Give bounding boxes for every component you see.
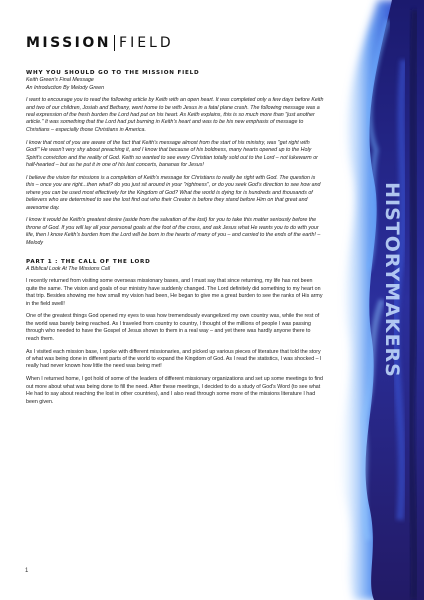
intro-subtitle-message: Keith Green's Final Message	[26, 77, 94, 84]
intro-paragraph: I believe the vision for missions is a completion of Keith's message for Christians to really be right with God. The question is this – once you are right...then what? do you just sit around in your "rightness", or do you seek God's direction to see how and where you can be used most effectively for the Kingdom of God? What the world is dying for is hundreds and thousands of believers who are determined to see the lost find out who their Creator is before they stand before Him on that great and awesome day.	[26, 174, 321, 211]
logo-divider	[114, 35, 115, 51]
historymakers-text: HISTORYMAKERS	[381, 182, 403, 378]
article-content	[26, 70, 324, 411]
mission-field-logo	[26, 34, 174, 52]
logo-field-text: FIELD	[119, 35, 174, 51]
part1-paragraph: As I visited each mission base, I spoke with different missionaries, and picked up various pieces of literature that told the story of what was being done in different parts of the world to expand the Kingdom of God. As I read the statistics, I was shocked – I really had never known how little the need was being met!	[26, 348, 322, 370]
part1-paragraph: One of the greatest things God opened my eyes to was how tremendously evangelized my own country was, while the rest of the world was barely being reached. As I traveled from country to country, I thought of the millions of people I was passing through who needed to have the Gospel of Jesus shown to them in a real way – and yet there was hardly anyone there to reach them.	[26, 313, 320, 342]
intro-paragraph: I know that most of you are aware of the fact that Keith's message almost from the start of his ministry, was "get right with God!" He wasn't very shy about preaching it, and I know that because of his boldness, many hearts opened up to the Holy Spirit's conviction and the reality of God. Keith so wanted to see every Christian totally sold out to the Lord – not lukewarm or half-hearted – but as he put it in one of his last concerts, bananas for Jesus!	[26, 139, 318, 168]
logo-mission-text: MISSION	[26, 35, 112, 51]
intro-title: WHY YOU SHOULD GO TO THE MISSION FIELD	[26, 70, 200, 76]
intro-section	[26, 70, 324, 247]
part1-section	[26, 259, 324, 406]
part1-paragraph: I recently returned from visiting some overseas missionary bases, and I must say that since returning, my life has not been quite the same. The vision and goals of our ministry have suddenly changed. The Lord definitely did something to my heart on that trip. Besides showing me how small my vision had been, He began to give me a great burden to see the ranks of His army in the field swell!	[26, 278, 323, 307]
part1-title: PART 1 : THE CALL OF THE LORD	[26, 258, 151, 265]
part1-subtitle: A Biblical Look At The Missions Call	[26, 265, 111, 272]
page-number: 1	[25, 568, 29, 574]
intro-paragraph: I know it would be Keith's greatest desire (aside from the salvation of the lost) for you to take this matter seriously before the throne of God. If you will lay all your personal goals at the foot of the cross, and ask Jesus what He wants you to do with your life, then I know Keith's burden from the Lord will be born in the hearts of many of you – and carried to the ends of the earth! – Melody	[26, 217, 321, 246]
intro-paragraph: I want to encourage you to read the following article by Keith with an open heart. It was completed only a few days before Keith and two of our children, Josiah and Bethany, went home to be with Jesus in a fatal plane crash. The following message was a real expression of the fresh burden the Lord had put on his heart. As Keith explains, this is so much more than "just another article." It was something that the Lord had put burning in Keith's heart and was to be his new emphasis of message to Christians – especially those Christians in America.	[26, 97, 324, 133]
intro-subtitle-author: An Introduction By Melody Green	[26, 84, 105, 91]
historymakers-vertical-text	[372, 40, 412, 520]
part1-paragraph: When I returned home, I got hold of some of the leaders of different missionary organizations and set up some meetings to find out more about what was being done to fill the need. After these meetings, I decided to do a study of God's Word (to see what He had to say about reaching the lost in other countries), and I also read through some more of the missions literature I had been given.	[26, 376, 323, 405]
